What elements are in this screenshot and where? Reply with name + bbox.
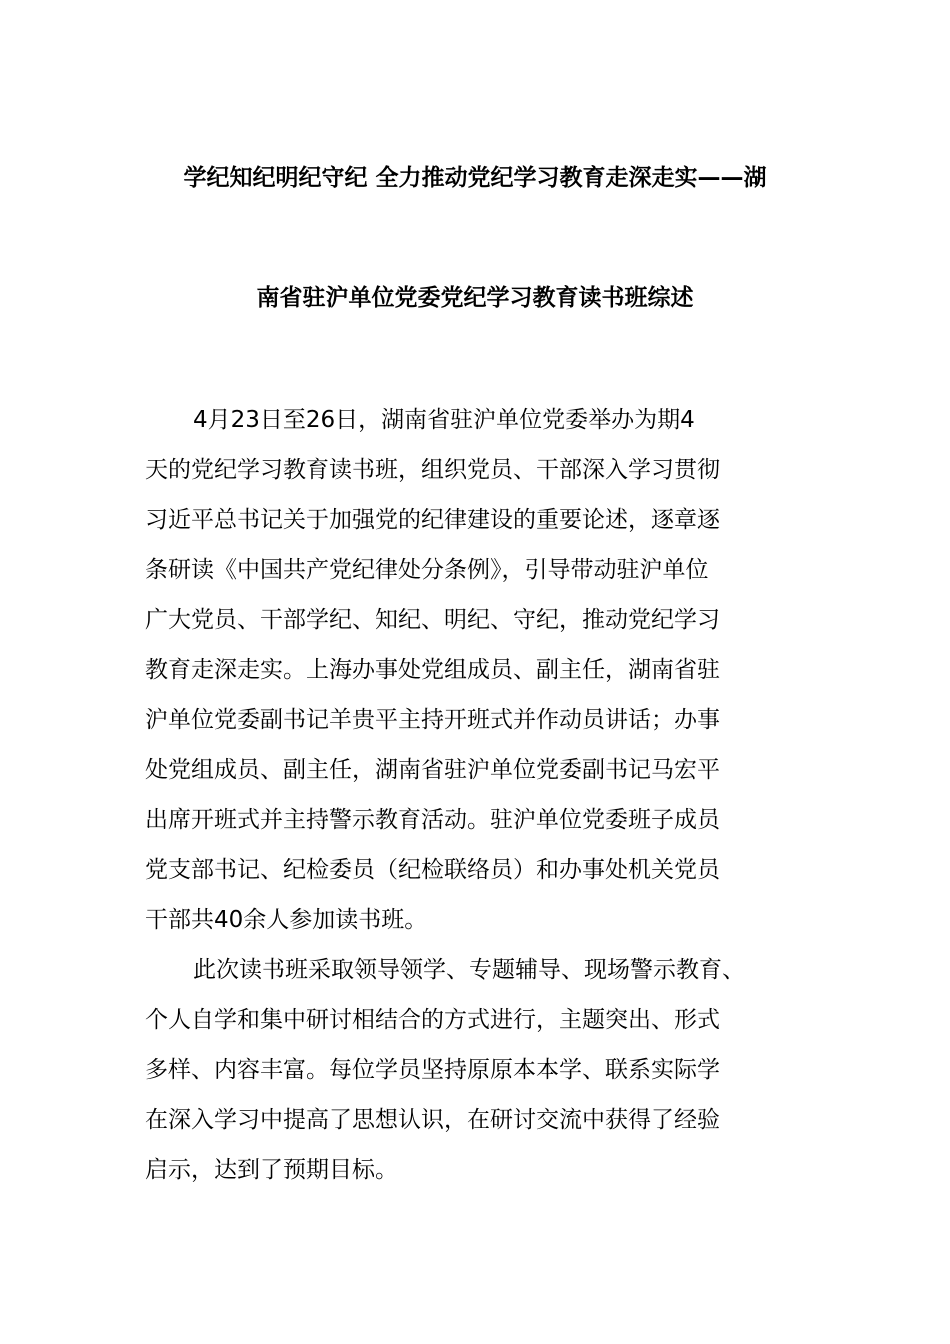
paragraph-1 <box>145 395 825 945</box>
paragraph-line: 教育走深走实。上海办事处党组成员、副主任，湖南省驻 <box>145 657 720 683</box>
paragraph-line: 天的党纪学习教育读书班，组织党员、干部深入学习贯彻 <box>145 457 720 483</box>
paragraph-line: 党支部书记、纪检委员（纪检联络员）和办事处机关党员 <box>145 857 720 883</box>
document-title-line-2: 南省驻沪单位党委党纪学习教育读书班综述 <box>256 285 694 311</box>
paragraph-line: 广大党员、干部学纪、知纪、明纪、守纪，推动党纪学习 <box>145 607 720 633</box>
paragraph-line: 出席开班式并主持警示教育活动。驻沪单位党委班子成员 <box>145 807 720 833</box>
paragraph-line: 多样、内容丰富。每位学员坚持原原本本学、联系实际学 <box>145 1057 720 1083</box>
paragraph-line: 沪单位党委副书记羊贵平主持开班式并作动员讲话；办事 <box>145 707 720 733</box>
paragraph-line: 此次读书班采取领导领学、专题辅导、现场警示教育、 <box>193 957 745 983</box>
paragraph-line: 个人自学和集中研讨相结合的方式进行，主题突出、形式 <box>145 1007 720 1033</box>
paragraph-2 <box>145 945 825 1195</box>
paragraph-line: 条研读《中国共产党纪律处分条例》，引导带动驻沪单位 <box>145 557 709 583</box>
paragraph-line: 在深入学习中提高了思想认识，在研讨交流中获得了经验 <box>145 1107 720 1133</box>
paragraph-line: 干部共40余人参加读书班。 <box>145 907 428 933</box>
paragraph-line: 启示，达到了预期目标。 <box>145 1157 398 1183</box>
document-title-line-1: 学纪知纪明纪守纪 全力推动党纪学习教育走深走实——湖 <box>183 165 767 191</box>
paragraph-line: 处党组成员、副主任，湖南省驻沪单位党委副书记马宏平 <box>145 757 720 783</box>
paragraph-line: 习近平总书记关于加强党的纪律建设的重要论述，逐章逐 <box>145 507 720 533</box>
paragraph-line: 4月23日至26日，湖南省驻沪单位党委举办为期4 <box>193 407 695 433</box>
